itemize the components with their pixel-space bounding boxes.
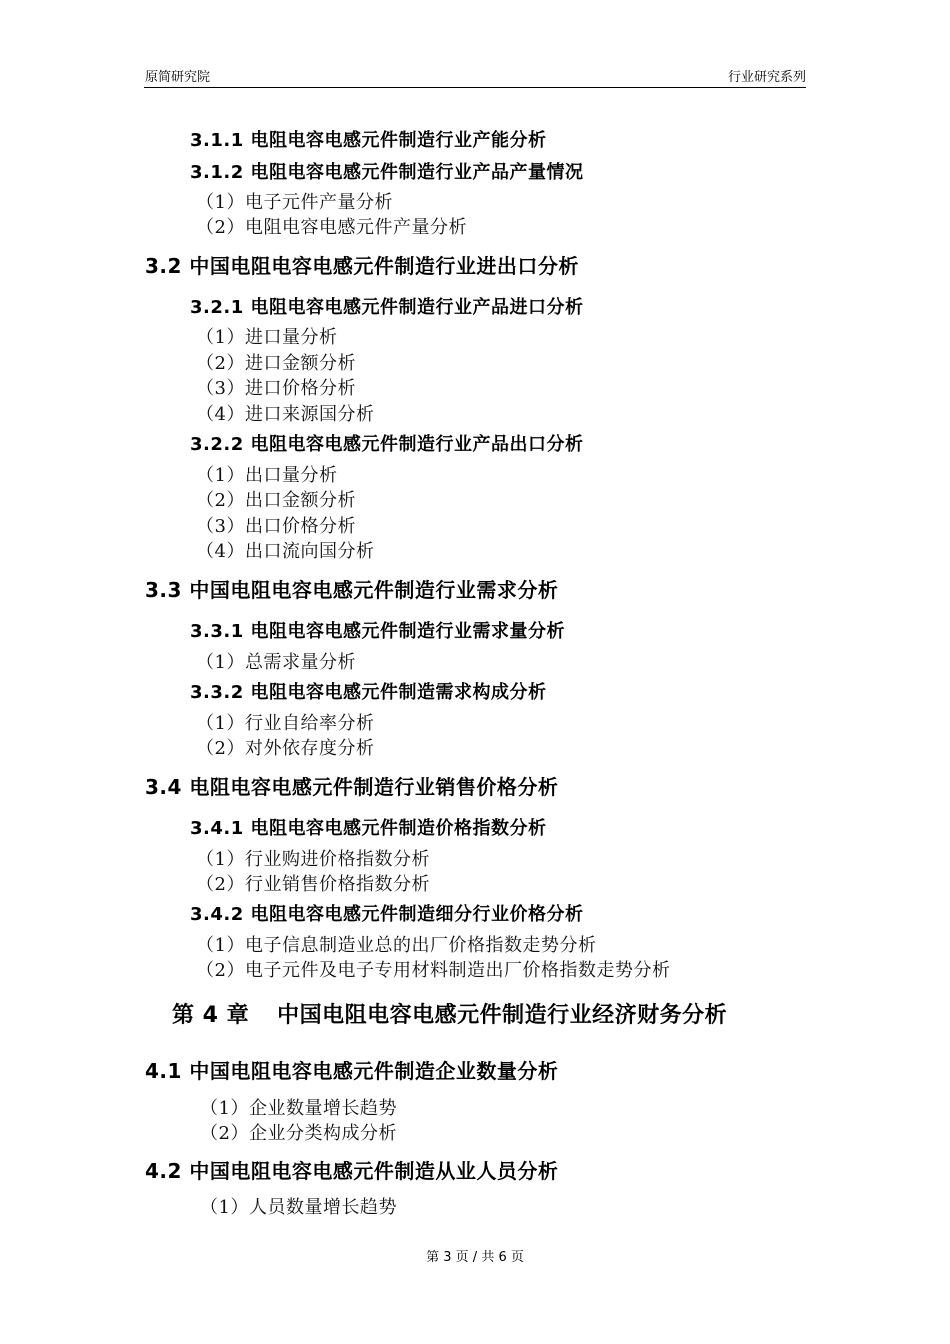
toc-heading-3-3: 3.3 中国电阻电容电感元件制造行业需求分析	[145, 578, 559, 602]
toc-item: （1）企业数量增长趋势	[200, 1098, 397, 1119]
toc-item: （2）电子元件及电子专用材料制造出厂价格指数走势分析	[196, 960, 671, 981]
chapter-number: 第 4 章	[172, 1003, 250, 1028]
toc-item: （4）出口流向国分析	[196, 541, 375, 562]
toc-heading-4-1: 4.1 中国电阻电容电感元件制造企业数量分析	[145, 1059, 559, 1083]
toc-item: （1）行业自给率分析	[196, 713, 375, 734]
toc-item: （2）进口金额分析	[196, 353, 356, 374]
toc-item: （1）行业购进价格指数分析	[196, 849, 430, 870]
header-left-org: 原简研究院	[145, 70, 211, 85]
toc-heading-3-1-1: 3.1.1 电阻电容电感元件制造行业产能分析	[190, 130, 547, 151]
toc-heading-3-2: 3.2 中国电阻电容电感元件制造行业进出口分析	[145, 254, 579, 278]
page-number-footer: 第 3 页 / 共 6 页	[426, 1250, 524, 1265]
toc-item: （1）电子元件产量分析	[196, 192, 393, 213]
toc-item: （1）出口量分析	[196, 465, 338, 486]
chapter-title: 中国电阻电容电感元件制造行业经济财务分析	[277, 1003, 728, 1028]
toc-item: （2）电阻电容电感元件产量分析	[196, 217, 467, 238]
toc-item: （1）电子信息制造业总的出厂价格指数走势分析	[196, 935, 597, 956]
chapter-4-heading	[172, 998, 727, 1029]
toc-item: （4）进口来源国分析	[196, 404, 375, 425]
toc-item: （2）对外依存度分析	[196, 738, 375, 759]
toc-heading-3-3-1: 3.3.1 电阻电容电感元件制造行业需求量分析	[190, 621, 566, 642]
toc-heading-3-4-1: 3.4.1 电阻电容电感元件制造价格指数分析	[190, 818, 547, 839]
toc-heading-3-1-2: 3.1.2 电阻电容电感元件制造行业产品产量情况	[190, 162, 584, 183]
toc-item: （3）出口价格分析	[196, 516, 356, 537]
header-rule	[144, 87, 806, 88]
toc-item: （2）行业销售价格指数分析	[196, 874, 430, 895]
toc-item: （2）企业分类构成分析	[200, 1123, 397, 1144]
toc-heading-3-4: 3.4 电阻电容电感元件制造行业销售价格分析	[145, 775, 559, 799]
toc-heading-3-2-2: 3.2.2 电阻电容电感元件制造行业产品出口分析	[190, 434, 584, 455]
toc-heading-4-2: 4.2 中国电阻电容电感元件制造从业人员分析	[145, 1159, 559, 1183]
toc-heading-3-2-1: 3.2.1 电阻电容电感元件制造行业产品进口分析	[190, 297, 584, 318]
toc-item: （3）进口价格分析	[196, 378, 356, 399]
toc-item: （1）总需求量分析	[196, 652, 356, 673]
toc-heading-3-3-2: 3.3.2 电阻电容电感元件制造需求构成分析	[190, 682, 547, 703]
toc-item: （2）出口金额分析	[196, 490, 356, 511]
toc-item: （1）进口量分析	[196, 327, 338, 348]
toc-heading-3-4-2: 3.4.2 电阻电容电感元件制造细分行业价格分析	[190, 904, 584, 925]
header-right-series: 行业研究系列	[727, 70, 806, 85]
toc-item: （1）人员数量增长趋势	[200, 1197, 397, 1218]
